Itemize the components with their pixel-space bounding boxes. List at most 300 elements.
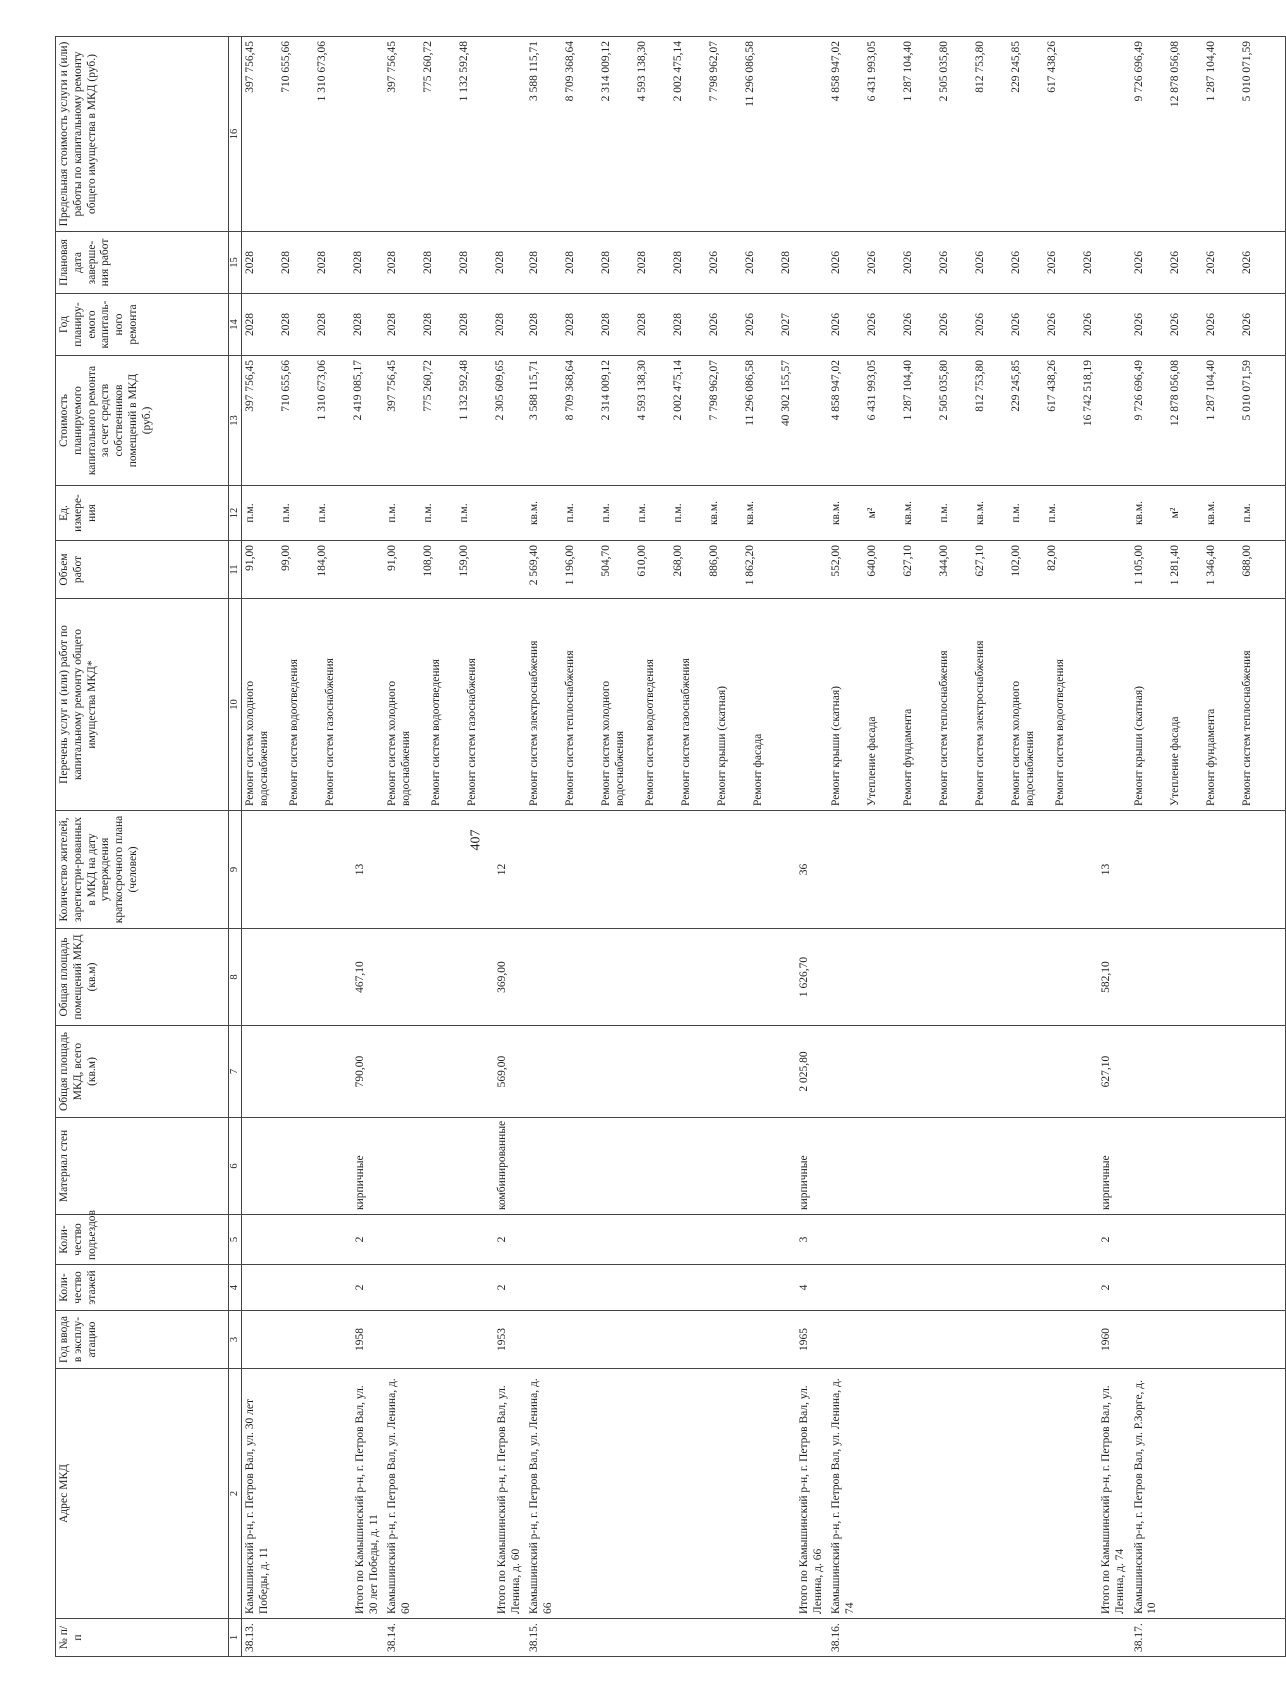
spacer: [1133, 1219, 1283, 1260]
work-name: Утепление фасада: [866, 716, 879, 806]
entrances: 2: [496, 1236, 509, 1243]
floors-cell: [1130, 1265, 1285, 1311]
work-limit-cell: [1130, 37, 1285, 232]
work-cost: 3 588 115,71: [528, 360, 541, 420]
table-header-row: [56, 37, 229, 1657]
work-year: 2028: [528, 313, 541, 336]
address-cell: [526, 1369, 828, 1619]
spacer: [1133, 933, 1283, 1021]
work-end: 2026: [974, 251, 987, 274]
work-volume: 1 105,00: [1132, 545, 1145, 586]
work-year: 2028: [636, 313, 649, 336]
area-rooms-cell: [384, 929, 526, 1026]
house-total-end: 2026: [1082, 251, 1095, 274]
column-header: Коли-чество подъездов: [56, 1215, 229, 1265]
spacer: [528, 1219, 798, 1260]
work-name: Ремонт систем электроснабжения: [974, 640, 987, 806]
work-volume-cell: [242, 541, 384, 599]
spacer: [830, 1122, 1100, 1210]
work-year: 2028: [316, 313, 328, 336]
spacer: [244, 1122, 354, 1210]
work-volume: 627,10: [902, 545, 915, 577]
column-number: 3: [229, 1311, 242, 1369]
work-year: 2026: [1240, 313, 1253, 336]
year-built-cell: [242, 1311, 384, 1369]
work-end: 2026: [708, 251, 721, 274]
work-limit: 1 287 104,40: [1204, 41, 1217, 102]
work-cost: 4 593 138,30: [636, 360, 649, 421]
work-end: 2026: [1204, 251, 1217, 274]
work-name: Ремонт крыши (скатная): [830, 686, 843, 806]
work-volume: 344,00: [938, 545, 951, 577]
area-rooms: 582,10: [1100, 961, 1113, 993]
spacer: [244, 1030, 354, 1113]
work-volume: 610,00: [636, 545, 649, 577]
house-total-label: Итого по Камышинский р-н, г. Петров Вал, ул. Ленина, д. 74: [1100, 1385, 1126, 1614]
year-built-cell: [828, 1311, 1130, 1369]
wall-material-cell: [242, 1118, 384, 1215]
area-total-cell: [242, 1026, 384, 1118]
residents: 36: [798, 863, 811, 876]
spacer: [1133, 1122, 1283, 1210]
work-volume: 91,00: [244, 545, 256, 571]
work-year: 2026: [938, 313, 951, 336]
capital-repair-table: [55, 36, 1286, 1657]
work-cost: 12 878 056,08: [1168, 360, 1181, 427]
work-limit: 617 438,26: [1046, 41, 1059, 93]
wall-material: кирпичные: [798, 1155, 811, 1210]
work-year: 2026: [1010, 313, 1023, 336]
work-end-cell: [828, 232, 1130, 294]
work-volume: 268,00: [672, 545, 685, 577]
work-cost: 617 438,26: [1046, 360, 1059, 412]
work-cost: 11 296 086,58: [744, 360, 757, 426]
work-year: 2028: [422, 313, 435, 336]
work-unit: кв.м.: [744, 500, 757, 526]
row-number: 38.17.: [1130, 1619, 1285, 1657]
spacer: [244, 1219, 354, 1260]
work-year: 2028: [458, 313, 471, 336]
work-year-cell: [242, 294, 384, 356]
work-unit: п.м.: [636, 503, 649, 523]
work-unit: п.м.: [1010, 503, 1023, 523]
area-rooms-cell: [526, 929, 828, 1026]
work-limit: 8 709 368,64: [564, 41, 577, 102]
work-year-cell: [828, 294, 1130, 356]
work-name: Ремонт систем водоотведения: [288, 659, 300, 806]
work-year: 2026: [974, 313, 987, 336]
work-year: 2026: [866, 313, 879, 336]
work-unit: п.м.: [938, 503, 951, 523]
entrances: 2: [1100, 1236, 1113, 1243]
address-cell: [384, 1369, 526, 1619]
work-end: 2026: [1046, 251, 1059, 274]
house-row: [384, 37, 526, 1657]
row-number: 38.15.: [526, 1619, 828, 1657]
spacer: [244, 1269, 354, 1306]
column-header: Плановая дата заверше-ния работ: [56, 232, 229, 294]
column-number: 4: [229, 1265, 242, 1311]
house-total-cost: 2 305 609,65: [494, 360, 507, 421]
wall-material-cell: [526, 1118, 828, 1215]
house-total-year: 2027: [780, 313, 793, 336]
work-volume: 504,70: [600, 545, 613, 577]
column-header: Объем работ: [56, 541, 229, 599]
floors-cell: [384, 1265, 526, 1311]
spacer: [830, 1315, 1100, 1364]
column-header: Год планиру-емого капиталь-ного ремонта: [56, 294, 229, 356]
area-total: 2 025,80: [798, 1051, 811, 1092]
work-limit: 1 310 673,06: [316, 41, 328, 102]
work-cost: 710 655,66: [280, 360, 292, 412]
work-name-cell: [828, 599, 1130, 811]
house-address: Камышинский р-н, г. Петров Вал, ул. 30 лет Победы, д. 11: [244, 1398, 270, 1614]
work-volume: 627,10: [974, 545, 987, 577]
work-name: Ремонт систем теплоснабжения: [564, 650, 577, 806]
work-end: 2026: [866, 251, 879, 274]
work-limit: 6 431 993,05: [866, 41, 879, 102]
work-cost: 2 505 035,80: [938, 360, 951, 421]
column-header: Перечень услуг и (или) работ по капитальному ремонту общего имущества МКД*: [56, 599, 229, 811]
column-header: Предельная стоимость услуги и (или) работы по капитальному ремонту общего имущества в МКД (руб.): [56, 37, 229, 232]
work-unit-cell: [526, 486, 828, 541]
spacer: [244, 815, 354, 924]
work-name: Ремонт фундамента: [1204, 708, 1217, 806]
entrances-cell: [828, 1215, 1130, 1265]
row-number: 38.13.: [242, 1619, 384, 1657]
work-cost: 2 314 009,12: [600, 360, 613, 421]
column-header: Коли-чество этажей: [56, 1265, 229, 1311]
area-total: 790,00: [354, 1055, 366, 1088]
column-header: Ед. измере-ния: [56, 486, 229, 541]
work-end: 2026: [938, 251, 951, 274]
work-name: Утепление фасада: [1168, 716, 1181, 806]
house-row: [526, 37, 828, 1657]
work-end: 2028: [636, 251, 649, 274]
work-end: 2028: [316, 251, 328, 274]
spacer: [528, 933, 798, 1021]
work-end-cell: [1130, 232, 1285, 294]
work-limit-cell: [828, 37, 1130, 232]
work-end: 2028: [386, 251, 399, 274]
work-end: 2026: [744, 251, 757, 274]
work-unit: п.м.: [244, 503, 256, 523]
column-number: 9: [229, 811, 242, 929]
address-cell: [828, 1369, 1130, 1619]
spacer: [386, 1219, 496, 1260]
work-unit: кв.м.: [708, 500, 721, 526]
column-number: 13: [229, 356, 242, 486]
house-total-end: 2028: [780, 251, 793, 274]
spacer: [830, 1030, 1100, 1113]
work-end: 2026: [1240, 251, 1253, 274]
area-total-cell: [1130, 1026, 1285, 1118]
work-unit-cell: [828, 486, 1130, 541]
work-year: 2026: [830, 313, 843, 336]
floors-cell: [828, 1265, 1130, 1311]
wall-material: комбинированные: [496, 1120, 509, 1210]
column-header: Год ввода в эксплу-атацию: [56, 1311, 229, 1369]
work-end: 2028: [600, 251, 613, 274]
column-number: 5: [229, 1215, 242, 1265]
work-unit-cell: [384, 486, 526, 541]
work-cost: 7 798 962,07: [708, 360, 721, 421]
column-header: Материал стен: [56, 1118, 229, 1215]
work-name: Ремонт крыши (скатная): [1132, 686, 1145, 806]
work-limit: 2 314 009,12: [600, 41, 613, 102]
work-cost: 775 260,72: [422, 360, 435, 412]
work-limit-cell: [384, 37, 526, 232]
work-name: Ремонт систем водоотведения: [644, 659, 657, 806]
work-end-cell: [526, 232, 828, 294]
area-rooms-cell: [828, 929, 1130, 1026]
work-cost: 1 132 592,48: [458, 360, 471, 421]
column-number-row: [229, 37, 242, 1657]
spacer: [386, 933, 496, 1021]
work-volume: 1 196,00: [564, 545, 577, 586]
floors: 2: [1100, 1284, 1113, 1291]
spacer: [830, 1219, 1100, 1260]
work-name: Ремонт систем холодного водоснабжения: [600, 680, 626, 806]
work-name: Ремонт систем газоснабжения: [324, 658, 336, 806]
work-limit: 12 878 056,08: [1168, 41, 1181, 108]
work-cost: 1 287 104,40: [1204, 360, 1217, 421]
work-cost: 397 756,45: [386, 360, 399, 412]
work-year-cell: [526, 294, 828, 356]
work-year: 2028: [280, 313, 292, 336]
work-volume-cell: [828, 541, 1130, 599]
work-volume: 99,00: [280, 545, 292, 571]
area-rooms: 1 626,70: [798, 956, 811, 998]
work-limit: 1 132 592,48: [458, 41, 471, 102]
spacer: [1133, 815, 1283, 924]
spacer: [830, 1269, 1100, 1306]
work-volume: 184,00: [316, 545, 328, 577]
floors: 2: [496, 1284, 509, 1291]
house-total-end: 2028: [494, 251, 507, 274]
residents: 13: [354, 863, 366, 876]
work-name: Ремонт систем теплоснабжения: [938, 650, 951, 806]
work-limit: 2 505 035,80: [938, 41, 951, 102]
work-volume-cell: [384, 541, 526, 599]
column-number: 14: [229, 294, 242, 356]
work-limit: 4 593 138,30: [636, 41, 649, 102]
work-limit: 5 010 071,59: [1240, 41, 1253, 102]
spacer: [1133, 1269, 1283, 1306]
work-cost-cell: [242, 356, 384, 486]
area-rooms: 369,00: [496, 961, 509, 993]
area-rooms-cell: [1130, 929, 1285, 1026]
work-end: 2028: [280, 251, 292, 274]
work-name-cell: [242, 599, 384, 811]
house-total-end: 2028: [352, 251, 364, 274]
work-name: Ремонт фундамента: [902, 708, 915, 806]
wall-material: кирпичные: [354, 1155, 366, 1210]
house-row: [1130, 37, 1285, 1657]
work-cost: 1 287 104,40: [902, 360, 915, 421]
work-year: 2026: [902, 313, 915, 336]
floors-cell: [242, 1265, 384, 1311]
work-unit: п.м.: [458, 503, 471, 523]
area-rooms-cell: [242, 929, 384, 1026]
column-header: № п/п: [56, 1619, 229, 1657]
work-end: 2028: [244, 251, 256, 274]
entrances-cell: [384, 1215, 526, 1265]
house-row: [242, 37, 384, 1657]
entrances: 3: [798, 1236, 811, 1243]
spacer: [386, 1315, 496, 1364]
work-cost-cell: [526, 356, 828, 486]
work-unit: п.м.: [280, 503, 292, 523]
house-total-label: Итого по Камышинский р-н, г. Петров Вал, ул. Ленина, д. 66: [798, 1385, 824, 1614]
work-name-cell: [384, 599, 526, 811]
work-year-cell: [1130, 294, 1285, 356]
residents-cell: [828, 811, 1130, 929]
work-name: Ремонт систем теплоснабжения: [1240, 650, 1253, 806]
work-end: 2026: [1132, 251, 1145, 274]
spacer: [528, 1269, 798, 1306]
house-total-year: 2028: [494, 313, 507, 336]
work-volume: 1 862,20: [744, 545, 757, 586]
work-volume: 108,00: [422, 545, 435, 577]
column-number: 10: [229, 599, 242, 811]
work-cost: 4 858 947,02: [830, 360, 843, 421]
work-volume: 159,00: [458, 545, 471, 577]
work-year: 2026: [1204, 313, 1217, 336]
work-cost-cell: [384, 356, 526, 486]
work-end: 2026: [1168, 251, 1181, 274]
work-end: 2028: [564, 251, 577, 274]
work-limit: 229 245,85: [1010, 41, 1023, 93]
work-end-cell: [384, 232, 526, 294]
work-year: 2028: [564, 313, 577, 336]
spacer: [830, 933, 1100, 1021]
work-limit-cell: [526, 37, 828, 232]
column-number: 1: [229, 1619, 242, 1657]
entrances-cell: [242, 1215, 384, 1265]
floors: 4: [798, 1284, 811, 1291]
work-name: Ремонт систем водоотведения: [1054, 659, 1067, 806]
work-year-cell: [384, 294, 526, 356]
entrances-cell: [526, 1215, 828, 1265]
house-row: [828, 37, 1130, 1657]
work-unit: п.м.: [600, 503, 613, 523]
work-unit: кв.м.: [974, 500, 987, 526]
work-volume: 2 569,40: [528, 545, 541, 586]
column-number: 15: [229, 232, 242, 294]
address-cell: [242, 1369, 384, 1619]
work-unit: кв.м.: [1204, 500, 1217, 526]
work-name: Ремонт систем электроснабжения: [528, 640, 541, 806]
work-end: 2028: [528, 251, 541, 274]
work-volume-cell: [1130, 541, 1285, 599]
column-number: 12: [229, 486, 242, 541]
house-address: Камышинский р-н, г. Петров Вал, ул. Р.Зорге, д. 10: [1132, 1379, 1159, 1614]
house-total-cost: 16 742 518,19: [1082, 360, 1095, 427]
work-unit: п.м.: [1240, 503, 1253, 523]
work-year: 2028: [600, 313, 613, 336]
spacer: [244, 1315, 354, 1364]
work-name: Ремонт систем газоснабжения: [680, 658, 693, 806]
residents: 12: [496, 863, 509, 876]
work-limit: 3 588 115,71: [528, 41, 541, 101]
house-total-cost: 40 302 155,57: [780, 360, 793, 427]
column-header: Общая площадь МКД, всего (кв.м): [56, 1026, 229, 1118]
work-name: Ремонт систем водоотведения: [430, 659, 443, 806]
work-limit: 7 798 962,07: [708, 41, 721, 102]
house-total-label: Итого по Камышинский р-н, г. Петров Вал, ул. 30 лет Победы, д. 11: [354, 1385, 380, 1614]
house-address: Камышинский р-н, г. Петров Вал, ул. Ленина, д. 66: [528, 1378, 554, 1614]
work-unit-cell: [242, 486, 384, 541]
entrances: 2: [354, 1236, 366, 1243]
year-built: 1960: [1100, 1328, 1113, 1351]
work-limit: 397 756,45: [244, 41, 256, 93]
work-year: 2026: [744, 313, 757, 336]
work-cost-cell: [828, 356, 1130, 486]
wall-material-cell: [1130, 1118, 1285, 1215]
work-volume: 1 281,40: [1168, 545, 1181, 586]
column-header: Адрес МКД: [56, 1369, 229, 1619]
spacer: [1133, 1315, 1283, 1364]
work-limit: 4 858 947,02: [830, 41, 843, 102]
floors: 2: [354, 1284, 366, 1291]
work-year: 2028: [672, 313, 685, 336]
work-year: 2026: [1046, 313, 1059, 336]
work-name: Ремонт фасада: [752, 733, 765, 806]
work-end: 2026: [1010, 251, 1023, 274]
area-total-cell: [828, 1026, 1130, 1118]
row-number: 38.14.: [384, 1619, 526, 1657]
residents-cell: [384, 811, 526, 929]
area-total-cell: [384, 1026, 526, 1118]
wall-material-cell: [384, 1118, 526, 1215]
work-limit: 397 756,45: [386, 41, 399, 93]
year-built: 1958: [354, 1328, 366, 1351]
work-unit: кв.м.: [1132, 500, 1145, 526]
area-rooms: 467,10: [354, 961, 366, 993]
work-limit-cell: [242, 37, 384, 232]
work-cost: 2 002 475,14: [672, 360, 685, 421]
work-limit: 775 260,72: [422, 41, 435, 93]
column-header: Стоимость планируемого капитального ремонта за счет средств собственников помещений в МКД (руб.): [56, 356, 229, 486]
work-volume: 640,00: [866, 545, 879, 577]
work-volume: 102,00: [1010, 545, 1023, 577]
work-unit: м²: [1168, 507, 1181, 519]
work-volume: 688,00: [1240, 545, 1253, 577]
work-limit: 11 296 086,58: [744, 41, 757, 107]
work-unit: м²: [866, 507, 879, 519]
work-end-cell: [242, 232, 384, 294]
work-limit: 2 002 475,14: [672, 41, 685, 102]
work-end: 2028: [672, 251, 685, 274]
column-number: 2: [229, 1369, 242, 1619]
residents-cell: [526, 811, 828, 929]
column-number: 11: [229, 541, 242, 599]
floors-cell: [526, 1265, 828, 1311]
year-built-cell: [1130, 1311, 1285, 1369]
work-name-cell: [1130, 599, 1285, 811]
rotated-page: [55, 37, 1253, 1657]
year-built: 1953: [496, 1328, 509, 1351]
work-volume: 91,00: [386, 545, 399, 571]
column-number: 7: [229, 1026, 242, 1118]
spacer: [386, 1269, 496, 1306]
work-unit: п.м.: [1046, 503, 1059, 523]
work-unit-cell: [1130, 486, 1285, 541]
spacer: [528, 1122, 798, 1210]
table-body: [242, 37, 1286, 1657]
address-cell: [1130, 1369, 1285, 1619]
